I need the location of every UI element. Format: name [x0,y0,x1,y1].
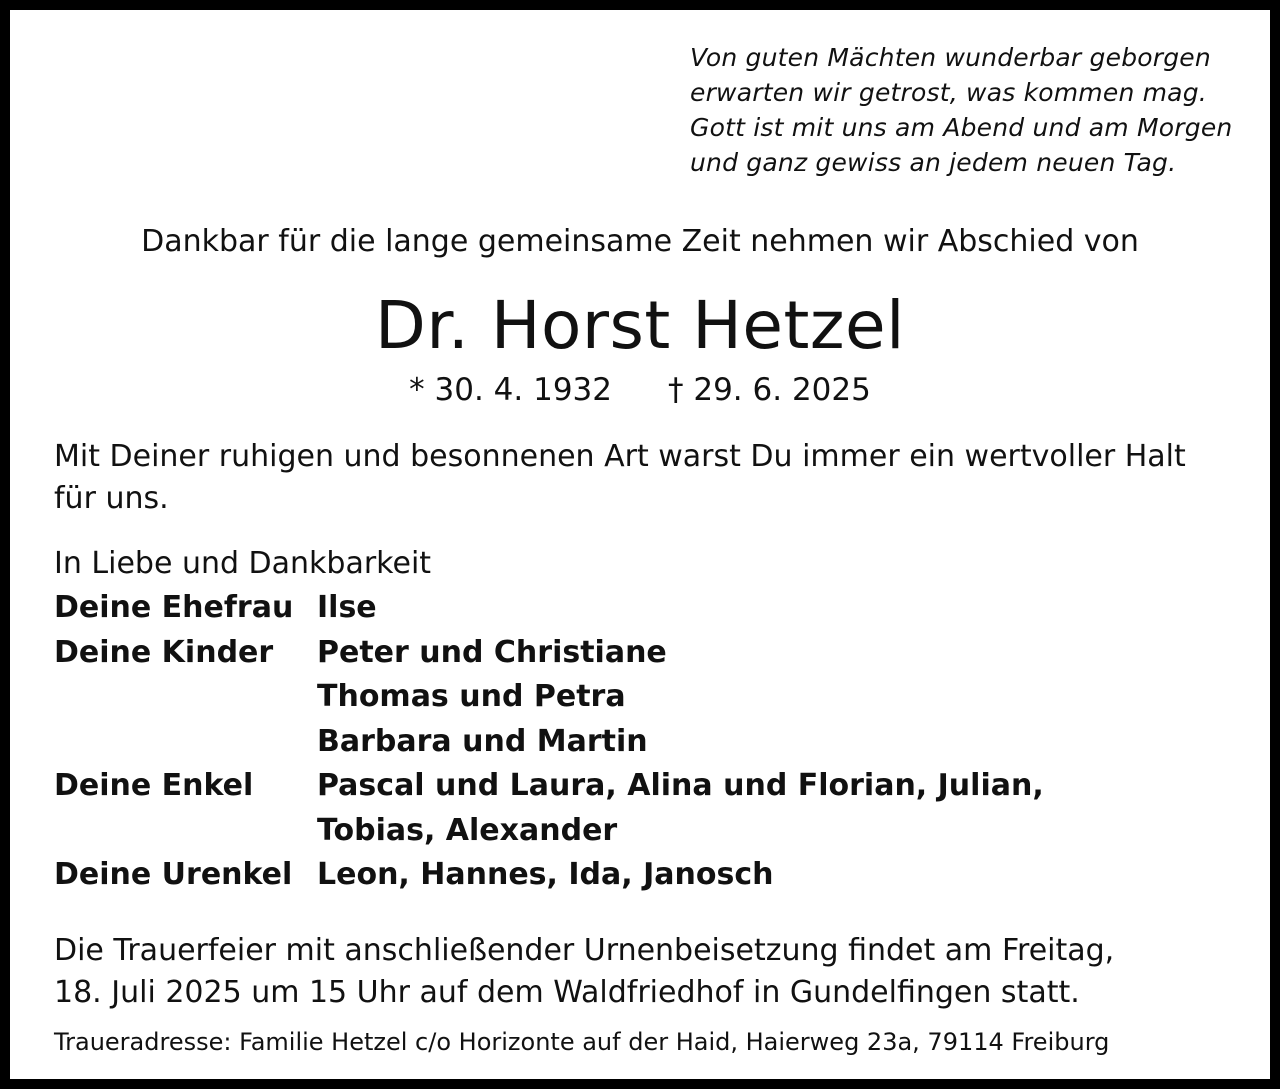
family-relation: Deine Ehefrau [54,590,294,625]
intro-text: Dankbar für die lange gemeinsame Zeit nehmen wir Abschied von [141,224,1139,259]
family-row [54,586,1044,631]
family-relation [54,720,317,765]
funeral-line: 18. Juli 2025 um 15 Uhr auf dem Waldfriedhof in Gundelfingen statt. [54,975,1080,1010]
poem-line: erwarten wir getrost, was kommen mag. [690,78,1207,107]
family-row [54,764,1044,809]
family-relation: Deine Kinder [54,634,274,670]
family-row [54,809,1044,854]
family-row [54,675,1044,720]
family-names: Pascal und Laura, Alina und Florian, Julian, [317,768,1044,803]
family-row [54,720,1044,765]
family-names: Barbara und Martin [317,723,648,759]
poem-line: Gott ist mit uns am Abend und am Morgen [690,113,1233,142]
poem-line: Von guten Mächten wunderbar geborgen [690,43,1211,72]
family-relation [54,809,317,854]
poem [690,40,1232,180]
family-names: Thomas und Petra [317,679,626,714]
family-row [54,853,1044,898]
family-names: Leon, Hannes, Ida, Janosch [317,857,774,892]
family-names: Ilse [317,590,377,625]
family-list [54,586,1044,898]
mourning-address: Traueradresse: Familie Hetzel c/o Horizonte auf der Haid, Haierweg 23a, 79114 Freiburg [54,1028,1110,1056]
tribute-text: Mit Deiner ruhigen und besonnenen Art warst Du immer ein wertvoller Halt für uns. [54,439,1186,516]
obituary-notice [10,10,1270,1079]
family-names: Peter und Christiane [317,634,667,670]
poem-line: und ganz gewiss an jedem neuen Tag. [690,148,1177,177]
family-relation [54,675,317,720]
family-relation: Deine Urenkel [54,857,293,892]
family-relation: Deine Enkel [54,768,254,803]
birth-date: * 30. 4. 1932 [409,372,612,408]
family-row [54,631,1044,676]
funeral-info [54,930,1234,1014]
life-dates [10,370,1270,410]
family-names: Tobias, Alexander [317,812,618,848]
deceased-name: Dr. Horst Hetzel [375,287,905,364]
funeral-line: Die Trauerfeier mit anschließender Urnenbeisetzung findet am Freitag, [54,933,1115,968]
closing-phrase: In Liebe und Dankbarkeit [54,546,432,581]
death-date: † 29. 6. 2025 [668,372,871,408]
